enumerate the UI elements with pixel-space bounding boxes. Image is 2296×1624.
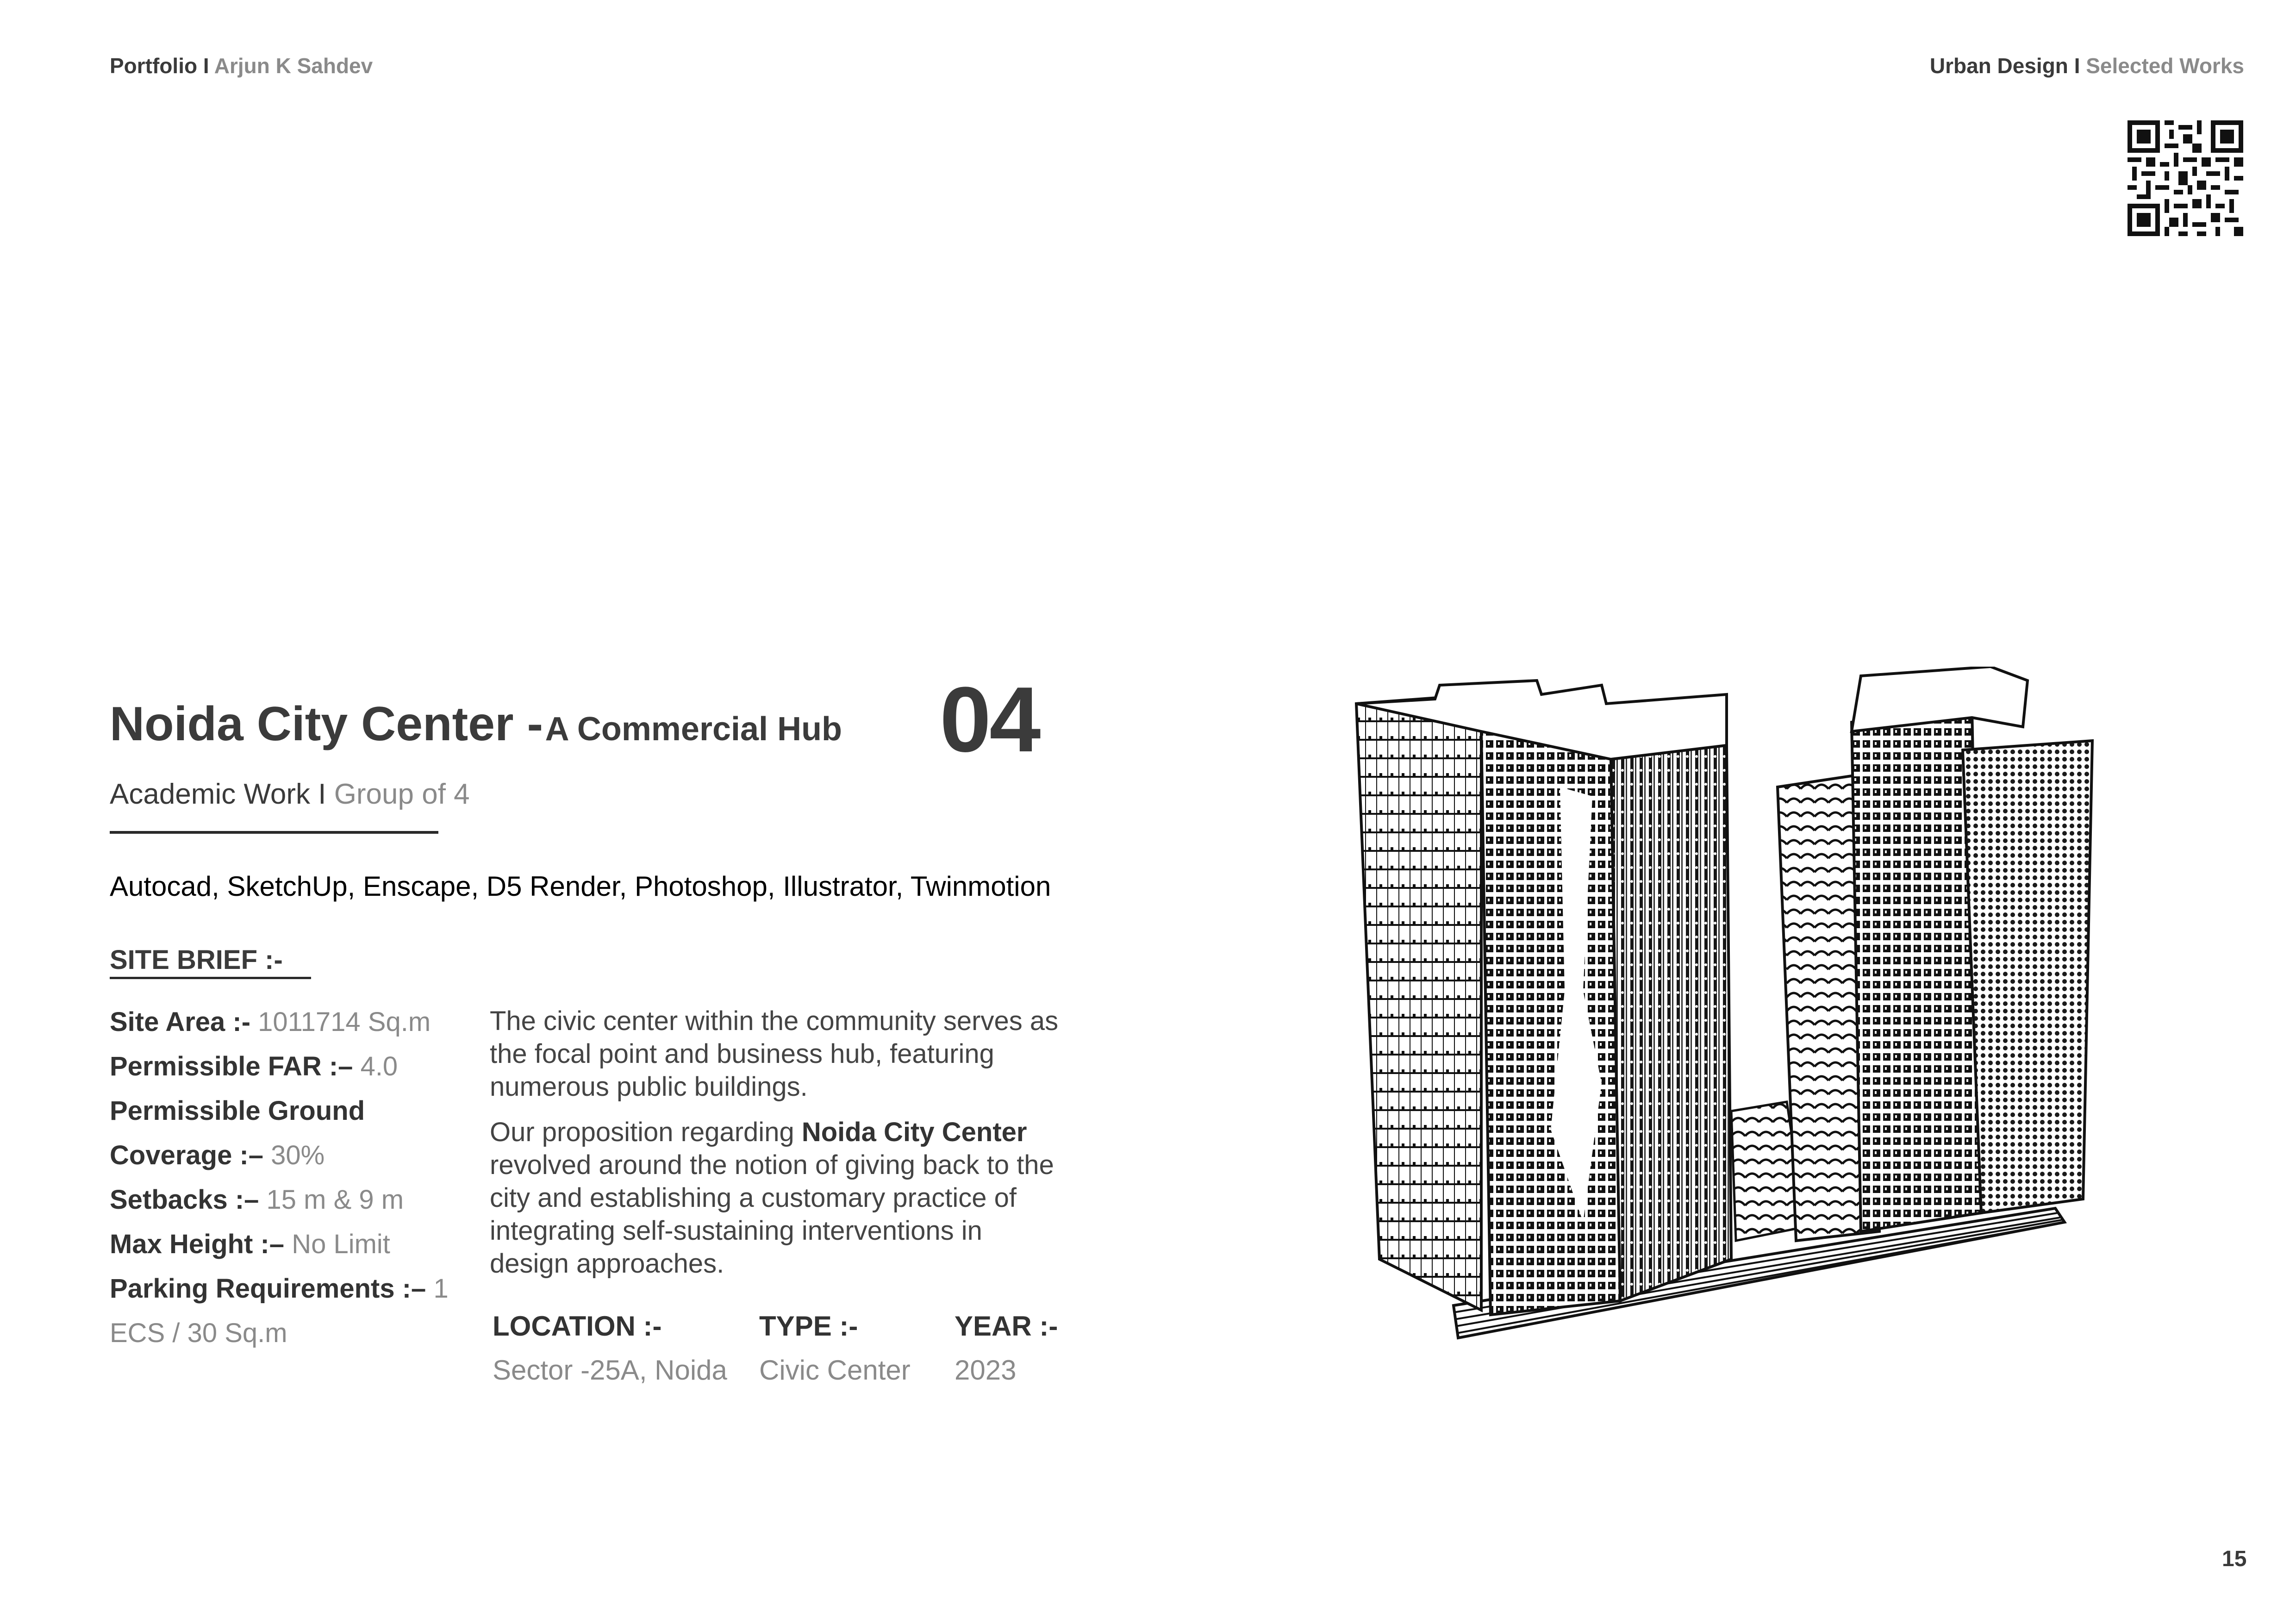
site-specs [110, 1000, 452, 1355]
project-title-main: Noida City Center - [110, 697, 543, 751]
spec-setbacks: Setbacks :– 15 m & 9 m [110, 1185, 404, 1215]
author-name: Arjun K Sahdev [214, 54, 373, 78]
software-list: Autocad, SketchUp, Enscape, D5 Render, Photoshop, Illustrator, Twinmotion [110, 871, 1051, 902]
header-right [1930, 53, 2244, 78]
location-value: Sector -25A, Noida [493, 1355, 727, 1386]
header-left [110, 53, 373, 78]
year-label: YEAR :- [955, 1311, 1058, 1342]
description-paragraph-1: The civic center within the community serves as the focal point and business hub, featuring numerous public buildings. [490, 1006, 1059, 1102]
project-number: 04 [940, 668, 1039, 771]
header-separator: I [203, 54, 209, 78]
type-label: TYPE :- [759, 1311, 858, 1342]
spec-ground-coverage-label: Permissible Ground [110, 1096, 365, 1126]
spec-max-height: Max Height :– No Limit [110, 1229, 390, 1259]
year-value: 2023 [955, 1355, 1017, 1386]
divider [110, 977, 311, 979]
project-category [110, 778, 470, 811]
qr-code-icon[interactable] [2128, 120, 2243, 236]
project-description [490, 1005, 1064, 1293]
section-sub-label: Selected Works [2086, 54, 2244, 78]
spec-ground-coverage: Coverage :– 30% [110, 1140, 325, 1170]
header-separator: I [2074, 54, 2080, 78]
category-separator: I [318, 778, 326, 810]
project-subtitle: A Commercial Hub [545, 711, 842, 748]
description-paragraph-2: Our proposition regarding Noida City Center revolved around the notion of giving back to the city and establishing a customary practice of integrating self-sustaining interventions in design approaches. [490, 1117, 1054, 1279]
category-label: Academic Work [110, 778, 310, 810]
divider [110, 831, 438, 834]
portfolio-label: Portfolio [110, 54, 198, 78]
spec-parking: Parking Requirements :– 1 [110, 1274, 449, 1304]
page-number: 15 [2222, 1547, 2247, 1571]
spec-parking-value: ECS / 30 Sq.m [110, 1318, 287, 1348]
site-brief-heading: SITE BRIEF :- [110, 945, 283, 975]
project-title [110, 697, 842, 752]
spec-site-area: Site Area :- 1011714 Sq.m [110, 1007, 431, 1037]
building-drawing [1342, 667, 2111, 1389]
location-label: LOCATION :- [493, 1311, 662, 1342]
team-label: Group of 4 [334, 778, 470, 810]
section-label: Urban Design [1929, 54, 2068, 78]
spec-far: Permissible FAR :– 4.0 [110, 1051, 398, 1081]
type-value: Civic Center [759, 1355, 911, 1386]
